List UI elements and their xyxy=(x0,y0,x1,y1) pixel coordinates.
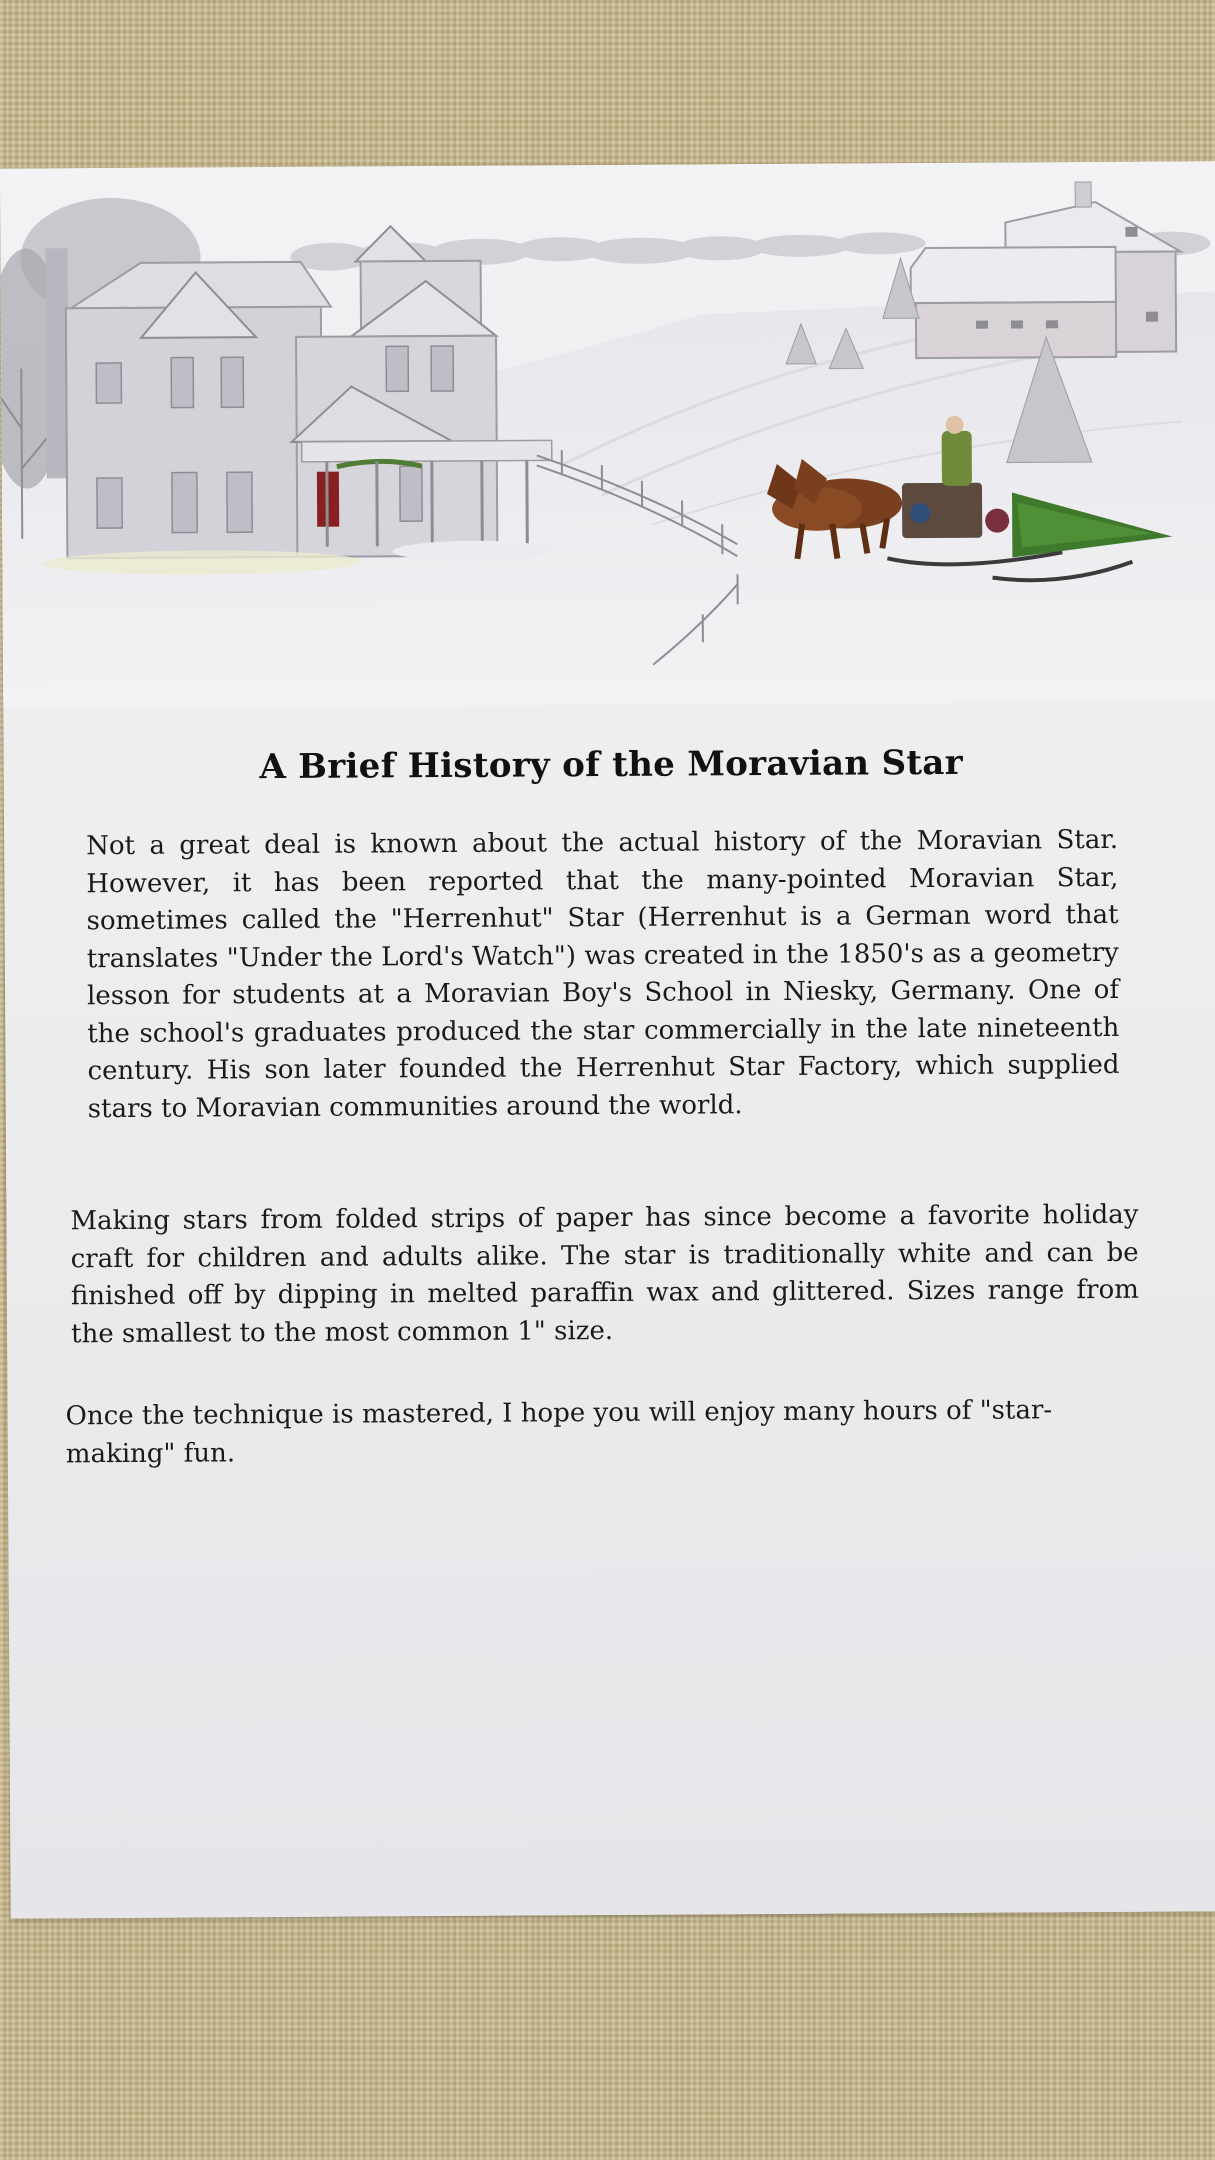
paper-sheet xyxy=(0,161,1215,1918)
closing-paragraph: Once the technique is mastered, I hope you will enjoy many hours of "star-making" fun. xyxy=(65,1395,1053,1469)
driver xyxy=(942,431,972,486)
craft-paragraph: Making stars from folded strips of paper has since become a favorite holiday craft for children and adults alike. The star is traditionally white and can be finished off by dipping in melted paraffin wax and glittered. Sizes range from the smallest to the most common 1" size. xyxy=(70,1199,1139,1349)
winter-farm-illustration xyxy=(0,161,1215,708)
history-paragraph: Not a great deal is known about the actual history of the Moravian Star. However, it has been reported that the many-pointed Moravian Star, sometimes called the "Herrenhut" Star (Herrenhut is a German word that translates "Under the Lord's Watch") was created in the 1850's as a geometry lesson for students at a Moravian Boy's School in Niesky, Germany. One of the school's graduates produced the star commercially in the late nineteenth century. His son later founded the Herrenhut Star Factory, which supplied stars to Moravian communities around the world. xyxy=(86,824,1120,1124)
victorian-house xyxy=(40,225,552,575)
document-title: A Brief History of the Moravian Star xyxy=(259,742,964,788)
